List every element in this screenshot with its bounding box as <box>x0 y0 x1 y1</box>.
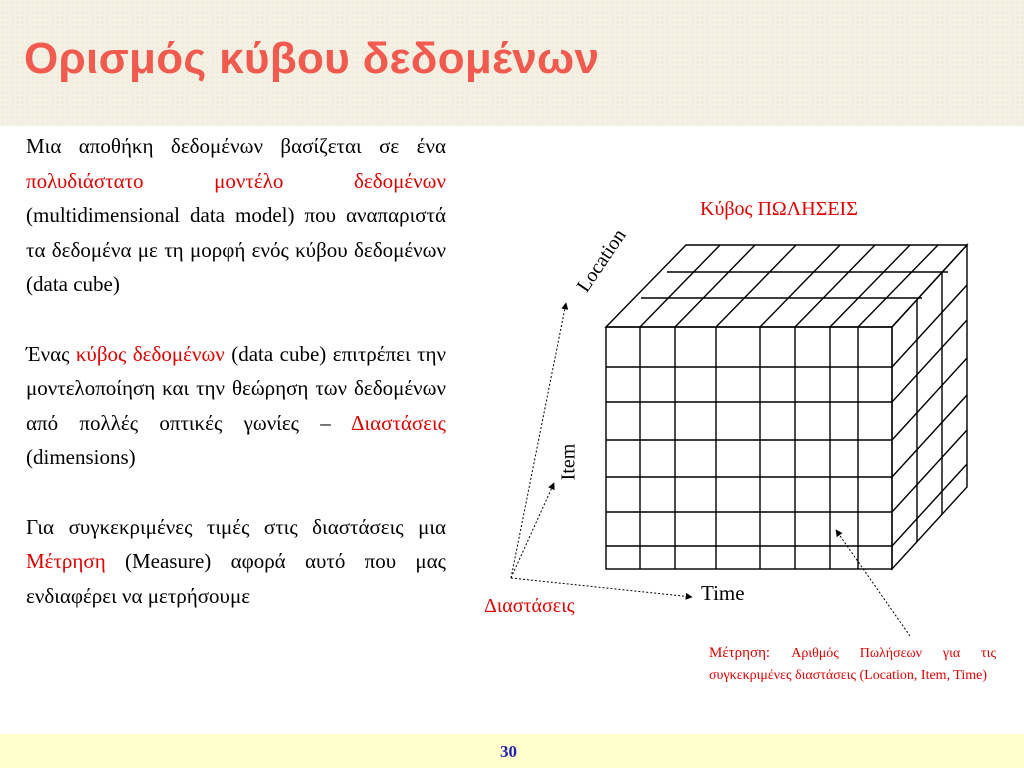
cube-front-face <box>606 327 892 569</box>
text-run: Ένας <box>26 341 76 366</box>
dimensions-label: Διαστάσεις <box>484 595 575 617</box>
front-verticals <box>640 327 858 569</box>
right-face-lines <box>892 272 967 546</box>
text-run: (data cube) επιτρέπει την μοντελοποίηση και την θεώρηση των δεδομένων από πολλές οπτικές γωνίες – <box>26 341 446 435</box>
cube-title: Κύβος ΠΩΛΗΣΕΙΣ <box>700 198 858 220</box>
axis-label-location: Location <box>572 225 631 297</box>
text-run: (multidimensional data model) που αναπαριστά τα δεδομένα με τη μορφή ενός κύβου δεδομένων (data cube) <box>26 203 446 297</box>
measure-note <box>709 642 996 687</box>
page-number: 30 <box>500 742 517 761</box>
text-run: (dimensions) <box>26 445 136 470</box>
cube-grid <box>606 245 967 569</box>
text-run: Μια αποθήκη δεδομένων βασίζεται σε ένα <box>26 134 446 158</box>
measure-note-text: Αριθμός Πωλήσεων για τις συγκεκριμένες διαστάσεις (Location, Item, Time) <box>709 646 996 683</box>
highlight-data-cube: κύβος δεδομένων <box>75 341 225 366</box>
axis-label-time: Time <box>701 581 745 605</box>
highlight-dimensions: Διαστάσεις <box>350 410 446 435</box>
front-horizontals <box>606 367 892 546</box>
item-axis-arrow <box>511 483 554 578</box>
location-axis-arrow <box>511 303 566 578</box>
text-run: Για συγκεκριμένες τιμές στις διαστάσεις μια <box>26 514 446 539</box>
axis-label-item: Item <box>557 443 580 481</box>
text-run: (Measure) αφορά αυτό που μας ενδιαφέρει να μετρήσουμε <box>26 549 446 608</box>
slide-title: Ορισμός κύβου δεδομένων <box>24 34 600 83</box>
top-face-lines <box>640 245 948 327</box>
measure-note-lead: Μέτρηση: <box>709 645 792 661</box>
highlight-measure: Μέτρηση <box>26 549 106 574</box>
highlight-multidimensional-model: πολυδιάστατο μοντέλο δεδομένων <box>26 168 446 193</box>
cube-top-face <box>606 245 967 327</box>
